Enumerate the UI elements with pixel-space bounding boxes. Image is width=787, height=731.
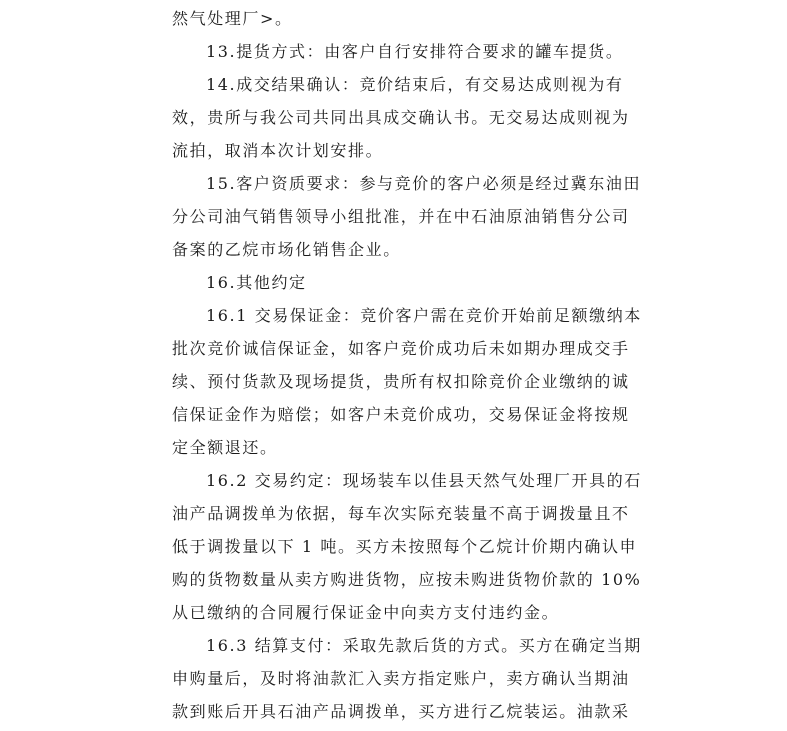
text-line-2: 13.提货方式：由客户自行安排符合要求的罐车提货。 <box>206 42 624 61</box>
text-line-22: 款到账后开具石油产品调拨单，买方进行乙烷装运。油款采 <box>172 702 630 721</box>
text-line-19: 从已缴纳的合同履行保证金中向卖方支付违约金。 <box>172 603 560 622</box>
text-line-3: 14.成交结果确认：竞价结束后，有交易达成则视为有 <box>206 75 624 94</box>
text-line-10: 16.1 交易保证金：竞价客户需在竞价开始前足额缴纳本 <box>206 306 642 325</box>
text-line-9: 16.其他约定 <box>206 273 307 292</box>
text-line-11: 批次竞价诚信保证金，如客户竞价成功后未如期办理成交手 <box>172 339 630 358</box>
text-line-4: 效，贵所与我公司共同出具成交确认书。无交易达成则视为 <box>172 108 630 127</box>
text-line-7: 分公司油气销售领导小组批准，并在中石油原油销售分公司 <box>172 207 630 226</box>
text-line-6: 15.客户资质要求：参与竞价的客户必须是经过冀东油田 <box>206 174 642 193</box>
text-line-20: 16.3 结算支付：采取先款后货的方式。买方在确定当期 <box>206 636 642 655</box>
text-line-15: 16.2 交易约定：现场装车以佳县天然气处理厂开具的石 <box>206 471 642 490</box>
text-line-5: 流拍，取消本次计划安排。 <box>172 141 384 160</box>
text-line-17: 低于调拨量以下 1 吨。买方未按照每个乙烷计价期内确认申 <box>172 537 638 556</box>
text-line-14: 定全额退还。 <box>172 438 278 457</box>
text-line-18: 购的货物数量从卖方购进货物，应按未购进货物价款的 10% <box>172 570 642 589</box>
text-line-21: 申购量后，及时将油款汇入卖方指定账户，卖方确认当期油 <box>172 669 630 688</box>
text-line-12: 续、预付货款及现场提货，贵所有权扣除竞价企业缴纳的诚 <box>172 372 630 391</box>
text-line-16: 油产品调拨单为依据，每车次实际充装量不高于调拨量且不 <box>172 504 630 523</box>
text-line-1: 然气处理厂>。 <box>172 9 293 28</box>
text-line-8: 备案的乙烷市场化销售企业。 <box>172 240 401 259</box>
text-line-13: 信保证金作为赔偿；如客户未竞价成功，交易保证金将按规 <box>172 405 630 424</box>
